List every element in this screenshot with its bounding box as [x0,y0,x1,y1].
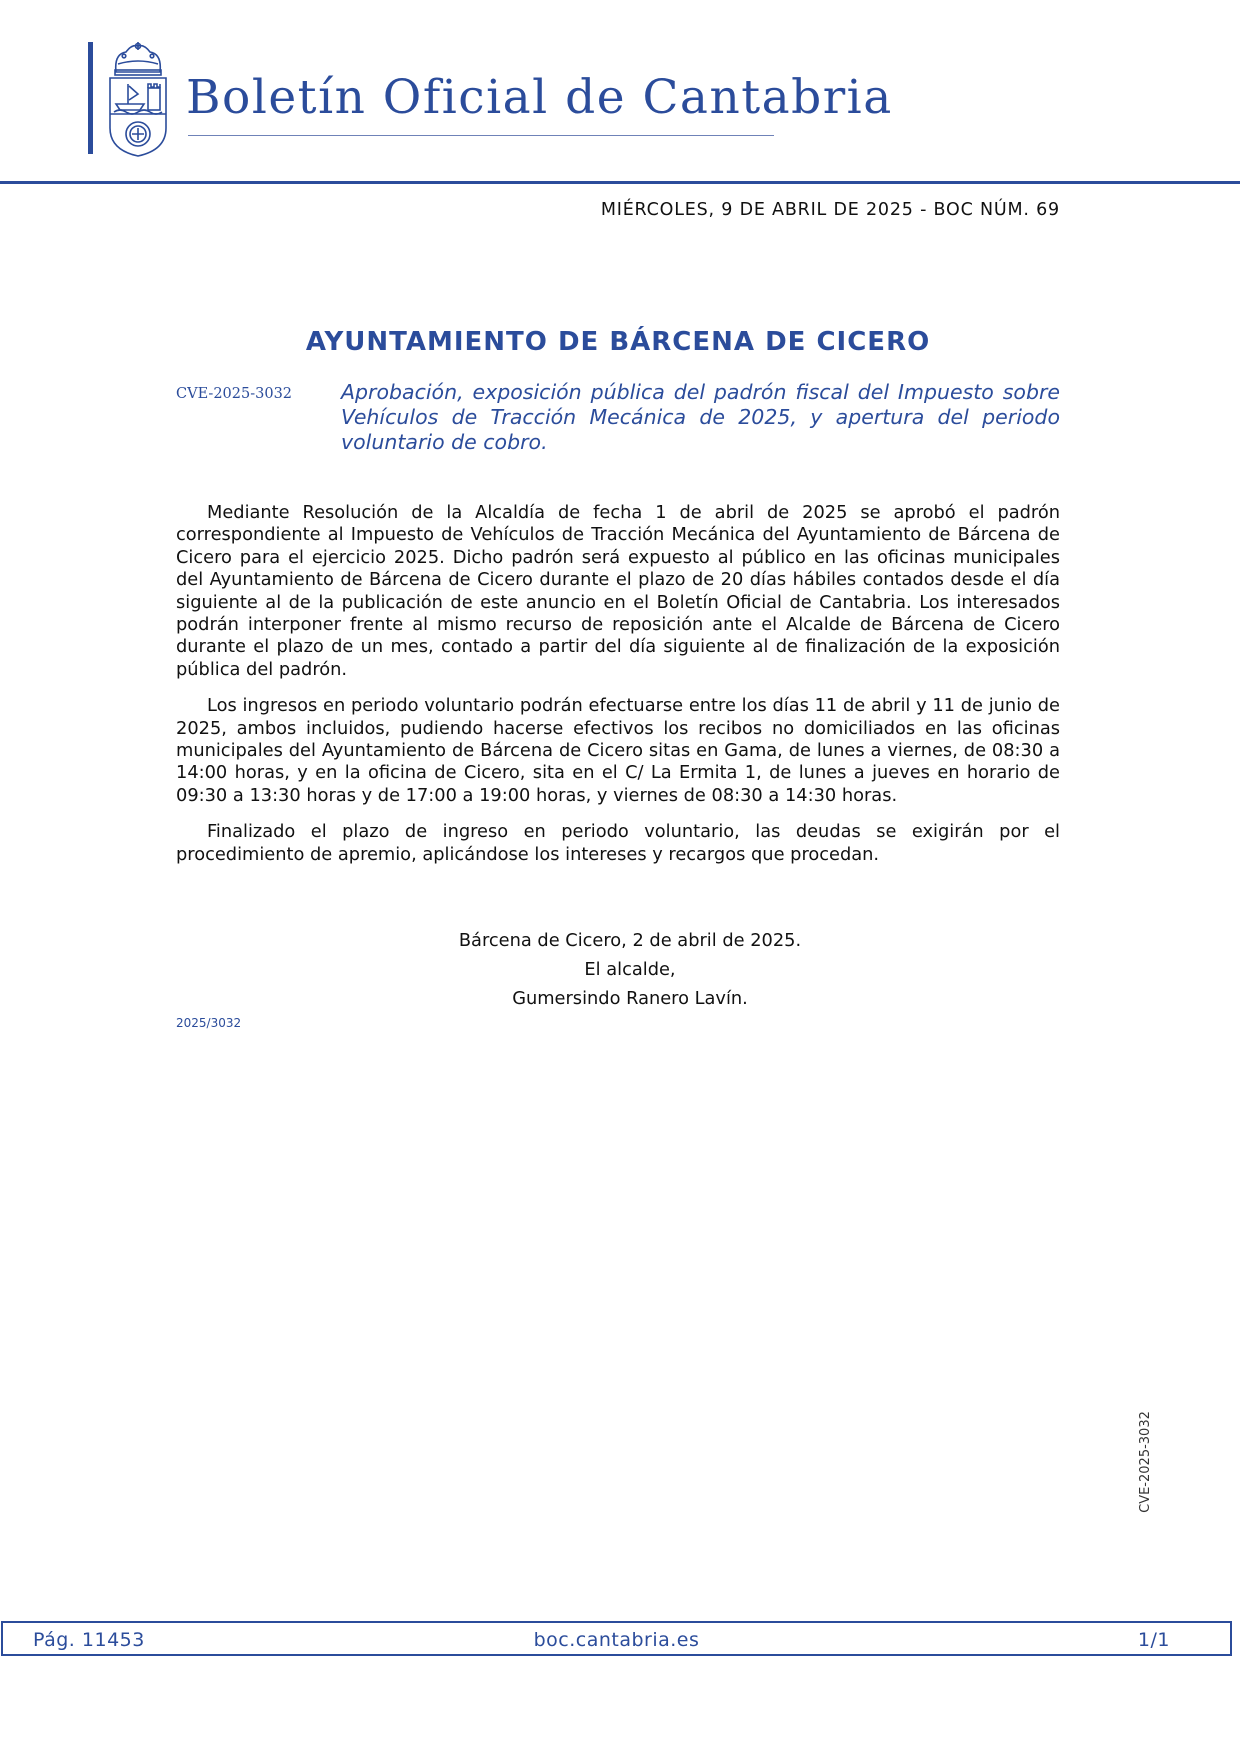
header-divider [0,181,1240,184]
announcement-reference: 2025/3032 [176,1016,242,1030]
signature-place-date: Bárcena de Cicero, 2 de abril de 2025. [458,930,802,951]
announcement-body [176,502,1060,880]
footer-website-link[interactable]: boc.cantabria.es [533,1629,700,1651]
footer-page-count: 1/1 [1137,1629,1170,1651]
page-footer [1,1621,1232,1656]
cve-code: CVE-2025-3032 [176,386,293,402]
body-paragraph: Mediante Resolución de la Alcaldía de fecha 1 de abril de 2025 se aprobó el padrón correspondiente al Impuesto de Vehículos de Tracción Mecánica del Ayuntamiento de Bárcena de Cicero para el ejercicio 2025. Dicho padrón será expuesto al público en las oficinas municipales del Ayuntamiento de Bárcena de Cicero durante el plazo de 20 días hábiles contados desde el día siguiente al de la publicación de este anuncio en el Boletín Oficial de Cantabria. Los interesados podrán interponer frente al mismo recurso de reposición ante el Alcalde de Bárcena de Cicero durante el plazo de un mes, contado a partir del día siguiente al de finalización de la exposición pública del padrón. [176,502,1060,680]
body-paragraph: Finalizado el plazo de ingreso en periodo voluntario, las deudas se exigirán por el procedimiento de apremio, aplicándose los intereses y recargos que procedan. [176,821,1060,865]
bulletin-title: Boletín Oficial de Cantabria [186,70,893,125]
issuing-entity: AYUNTAMIENTO DE BÁRCENA DE CICERO [305,327,931,357]
signature-name: Gumersindo Ranero Lavín. [512,988,748,1009]
header-accent-bar [88,42,93,154]
signature-role: El alcalde, [584,959,676,980]
issue-date-line: MIÉRCOLES, 9 DE ABRIL DE 2025 - BOC NÚM. 69 [600,200,1060,220]
announcement-summary: Aprobación, exposición pública del padrón fiscal del Impuesto sobre Vehículos de Tracción Mecánica de 2025, y apertura del periodo voluntario de cobro. [341,380,1060,454]
title-underline [188,135,774,136]
body-paragraph: Los ingresos en periodo voluntario podrán efectuarse entre los días 11 de abril y 11 de junio de 2025, ambos incluidos, pudiendo hacerse efectivos los recibos no domiciliados en las oficinas municipales del Ayuntamiento de Bárcena de Cicero sitas en Gama, de lunes a viernes, de 08:30 a 14:00 horas, y en la oficina de Cicero, sita en el C/ La Ermita 1, de lunes a jueves en horario de 09:30 a 13:30 horas y de 17:00 a 19:00 horas, y viernes de 08:30 a 14:30 horas. [176,695,1060,806]
side-cve-code: CVE-2025-3032 [1138,1411,1153,1513]
footer-page-number: Pág. 11453 [33,1629,145,1651]
coat-of-arms-icon [104,42,172,158]
